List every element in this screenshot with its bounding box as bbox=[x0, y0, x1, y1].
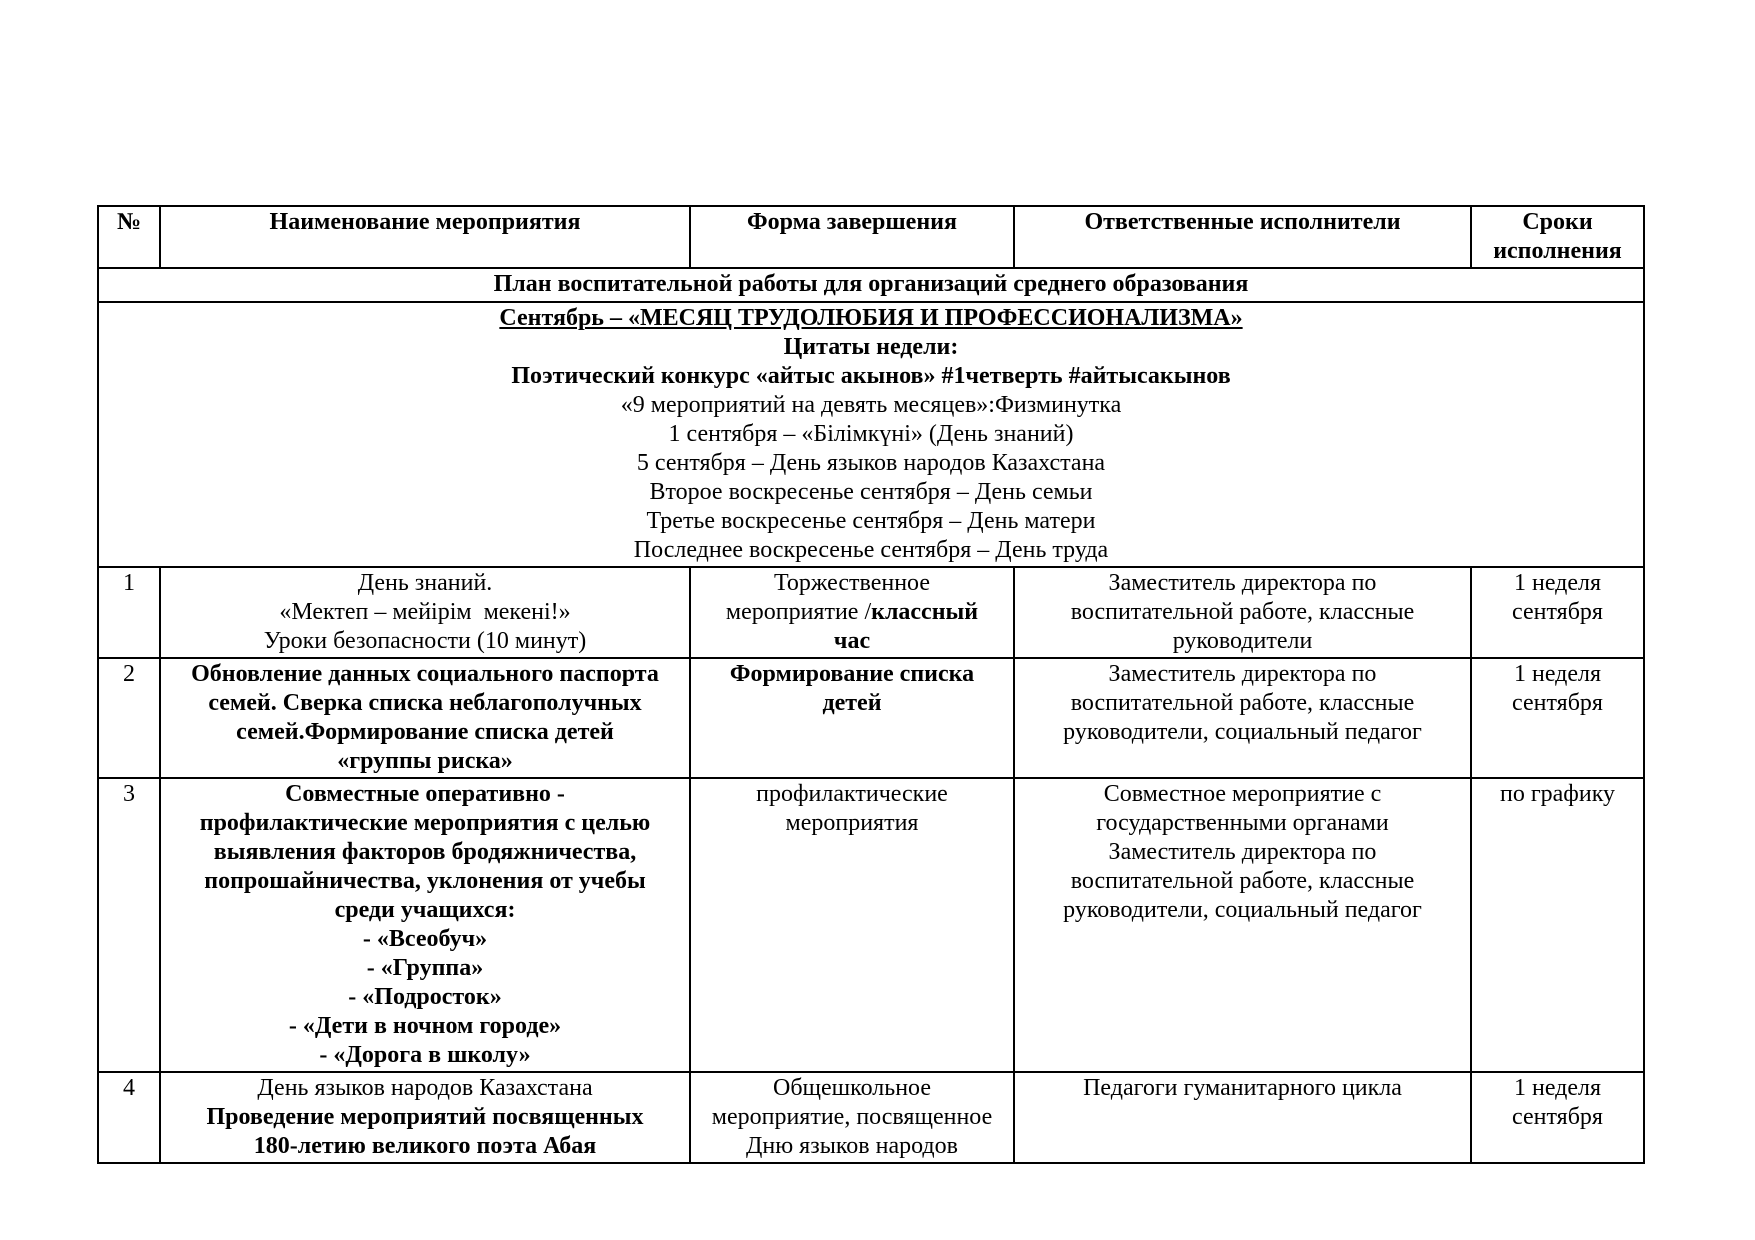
text-segment: семей. Сверка списка неблагополучных bbox=[208, 690, 642, 716]
text-segment: Совместные оперативно - bbox=[285, 781, 565, 807]
text-segment: Второе воскресенье сентября – День семьи bbox=[649, 479, 1093, 505]
responsible-cell bbox=[1014, 658, 1471, 778]
text-segment: сентября bbox=[1512, 599, 1603, 625]
september-section bbox=[98, 302, 1644, 567]
work-plan-table bbox=[97, 205, 1645, 1164]
event-name-cell bbox=[160, 778, 690, 1072]
event-name-cell bbox=[160, 1072, 690, 1163]
text-line bbox=[1019, 598, 1466, 627]
text-segment: Поэтический конкурс «айтыс акынов» #1четверть #айтысакынов bbox=[511, 363, 1231, 389]
text-line bbox=[165, 747, 685, 776]
table-row bbox=[98, 658, 1644, 778]
text-line bbox=[1476, 1103, 1639, 1132]
text-segment: Цитаты недели: bbox=[783, 334, 959, 360]
text-segment: - «Группа» bbox=[366, 955, 484, 981]
text-segment: воспитательной работе, классные bbox=[1070, 690, 1415, 716]
section-line bbox=[103, 420, 1639, 449]
deadline-cell bbox=[1471, 778, 1644, 1072]
section-line bbox=[103, 478, 1639, 507]
text-segment: «9 мероприятий на девять месяцев»:Физминутка bbox=[620, 392, 1122, 418]
responsible-cell bbox=[1014, 567, 1471, 658]
text-segment: - «Подросток» bbox=[348, 984, 502, 1010]
text-line bbox=[695, 1074, 1009, 1103]
text-segment: среди учащихся: bbox=[334, 897, 516, 923]
text-segment: попрошайничества, уклонения от учебы bbox=[204, 868, 646, 894]
text-segment: Заместитель директора по bbox=[1108, 570, 1377, 596]
text-segment: час bbox=[833, 628, 871, 654]
text-segment: классный bbox=[871, 599, 979, 625]
text-segment: профилактические мероприятия с целью bbox=[199, 810, 651, 836]
text-segment: «Мектеп – мейірім мекені!» bbox=[279, 599, 571, 625]
text-line bbox=[695, 660, 1009, 689]
text-line bbox=[695, 569, 1009, 598]
text-line bbox=[1019, 780, 1466, 809]
text-line bbox=[165, 867, 685, 896]
text-segment: Сентябрь – «МЕСЯЦ ТРУДОЛЮБИЯ И ПРОФЕССИОНАЛИЗМА» bbox=[499, 305, 1243, 331]
text-line bbox=[1019, 867, 1466, 896]
text-line bbox=[1019, 838, 1466, 867]
text-segment: - «Дети в ночном городе» bbox=[288, 1013, 562, 1039]
section-line bbox=[103, 507, 1639, 536]
text-line bbox=[1019, 660, 1466, 689]
text-segment: мероприятия bbox=[785, 810, 919, 836]
col-header-number: № bbox=[98, 206, 160, 268]
text-line bbox=[695, 598, 1009, 627]
text-line bbox=[695, 689, 1009, 718]
text-line bbox=[165, 1074, 685, 1103]
section-line bbox=[103, 333, 1639, 362]
responsible-cell bbox=[1014, 778, 1471, 1072]
completion-form-cell bbox=[690, 567, 1014, 658]
plan-title: План воспитательной работы для организаций среднего образования bbox=[98, 268, 1644, 302]
text-segment: Дню языков народов bbox=[746, 1133, 958, 1159]
september-section-row bbox=[98, 302, 1644, 567]
text-segment: - «Дорога в школу» bbox=[319, 1042, 531, 1068]
table-row bbox=[98, 778, 1644, 1072]
text-segment: сентября bbox=[1512, 1104, 1603, 1130]
text-line bbox=[165, 569, 685, 598]
deadline-cell bbox=[1471, 1072, 1644, 1163]
col-header-event-name: Наименование мероприятия bbox=[160, 206, 690, 268]
text-segment: Совместное мероприятие с bbox=[1103, 781, 1382, 807]
text-line bbox=[165, 1132, 685, 1161]
text-line bbox=[1476, 1074, 1639, 1103]
text-segment: Общешкольное bbox=[773, 1075, 931, 1101]
text-segment: Формирование списка bbox=[729, 661, 975, 687]
text-line bbox=[695, 809, 1009, 838]
text-line bbox=[695, 1103, 1009, 1132]
text-segment: Заместитель директора по bbox=[1108, 839, 1377, 865]
text-line bbox=[1476, 660, 1639, 689]
text-segment: руководители, социальный педагог bbox=[1063, 897, 1422, 923]
text-line bbox=[165, 1041, 685, 1070]
deadline-cell bbox=[1471, 567, 1644, 658]
text-line bbox=[165, 627, 685, 656]
text-segment: Педагоги гуманитарного цикла bbox=[1083, 1075, 1402, 1101]
text-line bbox=[1019, 1074, 1466, 1103]
text-segment: воспитательной работе, классные bbox=[1070, 599, 1415, 625]
text-segment: Обновление данных социального паспорта bbox=[191, 661, 659, 687]
text-line bbox=[1476, 598, 1639, 627]
plan-title-row bbox=[98, 268, 1644, 302]
text-segment: День знаний. bbox=[357, 570, 493, 596]
section-title bbox=[103, 304, 1639, 333]
event-name-cell bbox=[160, 658, 690, 778]
text-segment: 1 неделя bbox=[1513, 570, 1602, 596]
text-line bbox=[165, 598, 685, 627]
text-line bbox=[165, 809, 685, 838]
row-number-cell: 4 bbox=[98, 1072, 160, 1163]
text-line bbox=[1019, 718, 1466, 747]
responsible-cell bbox=[1014, 1072, 1471, 1163]
text-segment: детей bbox=[822, 690, 882, 716]
text-line bbox=[165, 1012, 685, 1041]
section-line bbox=[103, 536, 1639, 565]
text-line bbox=[1019, 689, 1466, 718]
deadline-cell bbox=[1471, 658, 1644, 778]
text-line bbox=[165, 660, 685, 689]
table-header-row bbox=[98, 206, 1644, 268]
col-header-deadline: Сроки исполнения bbox=[1471, 206, 1644, 268]
text-segment: 5 сентября – День языков народов Казахстана bbox=[636, 450, 1106, 476]
text-line bbox=[165, 780, 685, 809]
text-line bbox=[695, 780, 1009, 809]
text-line bbox=[695, 627, 1009, 656]
text-segment: Торжественное bbox=[774, 570, 930, 596]
text-line bbox=[1476, 569, 1639, 598]
text-segment: государственными органами bbox=[1096, 810, 1389, 836]
text-segment: мероприятие / bbox=[725, 599, 872, 625]
text-segment: выявления факторов бродяжничества, bbox=[213, 839, 637, 865]
text-segment: 1 неделя bbox=[1513, 661, 1602, 687]
text-segment: семей.Формирование списка детей bbox=[236, 719, 614, 745]
text-segment: «группы риска» bbox=[337, 748, 513, 774]
text-segment: День языков народов Казахстана bbox=[257, 1075, 593, 1101]
text-segment: - «Всеобуч» bbox=[362, 926, 488, 952]
text-segment: Проведение мероприятий посвященных bbox=[206, 1104, 644, 1130]
section-line bbox=[103, 449, 1639, 478]
text-line bbox=[1019, 896, 1466, 925]
event-name-cell bbox=[160, 567, 690, 658]
text-segment: Уроки безопасности (10 минут) bbox=[263, 628, 587, 654]
text-segment: 1 неделя bbox=[1513, 1075, 1602, 1101]
row-number-cell: 1 bbox=[98, 567, 160, 658]
text-line bbox=[1019, 627, 1466, 656]
text-segment: воспитательной работе, классные bbox=[1070, 868, 1415, 894]
completion-form-cell bbox=[690, 658, 1014, 778]
text-line bbox=[1019, 809, 1466, 838]
text-line bbox=[165, 896, 685, 925]
text-line bbox=[1476, 780, 1639, 809]
completion-form-cell bbox=[690, 1072, 1014, 1163]
text-line bbox=[165, 718, 685, 747]
text-segment: Третье воскресенье сентября – День матери bbox=[646, 508, 1096, 534]
row-number-cell: 3 bbox=[98, 778, 160, 1072]
section-line bbox=[103, 362, 1639, 391]
text-segment: руководители bbox=[1172, 628, 1313, 654]
text-line bbox=[165, 954, 685, 983]
text-segment: сентября bbox=[1512, 690, 1603, 716]
col-header-completion-form: Форма завершения bbox=[690, 206, 1014, 268]
text-segment: 1 сентября – «Білімкүні» (День знаний) bbox=[668, 421, 1074, 447]
text-segment: профилактические bbox=[756, 781, 948, 807]
text-line bbox=[165, 689, 685, 718]
row-number-cell: 2 bbox=[98, 658, 160, 778]
col-header-responsible: Ответственные исполнители bbox=[1014, 206, 1471, 268]
table-row bbox=[98, 567, 1644, 658]
text-segment: мероприятие, посвященное bbox=[711, 1104, 993, 1130]
completion-form-cell bbox=[690, 778, 1014, 1072]
table-row bbox=[98, 1072, 1644, 1163]
text-segment: 180-летию великого поэта Абая bbox=[253, 1133, 597, 1159]
section-line bbox=[103, 391, 1639, 420]
text-segment: по графику bbox=[1499, 781, 1616, 807]
text-line bbox=[695, 1132, 1009, 1161]
text-segment: Последнее воскресенье сентября – День труда bbox=[633, 537, 1109, 563]
text-line bbox=[165, 838, 685, 867]
text-line bbox=[165, 925, 685, 954]
text-segment: руководители, социальный педагог bbox=[1063, 719, 1422, 745]
text-line bbox=[165, 983, 685, 1012]
text-line bbox=[165, 1103, 685, 1132]
text-line bbox=[1019, 569, 1466, 598]
text-line bbox=[1476, 689, 1639, 718]
text-segment: Заместитель директора по bbox=[1108, 661, 1377, 687]
